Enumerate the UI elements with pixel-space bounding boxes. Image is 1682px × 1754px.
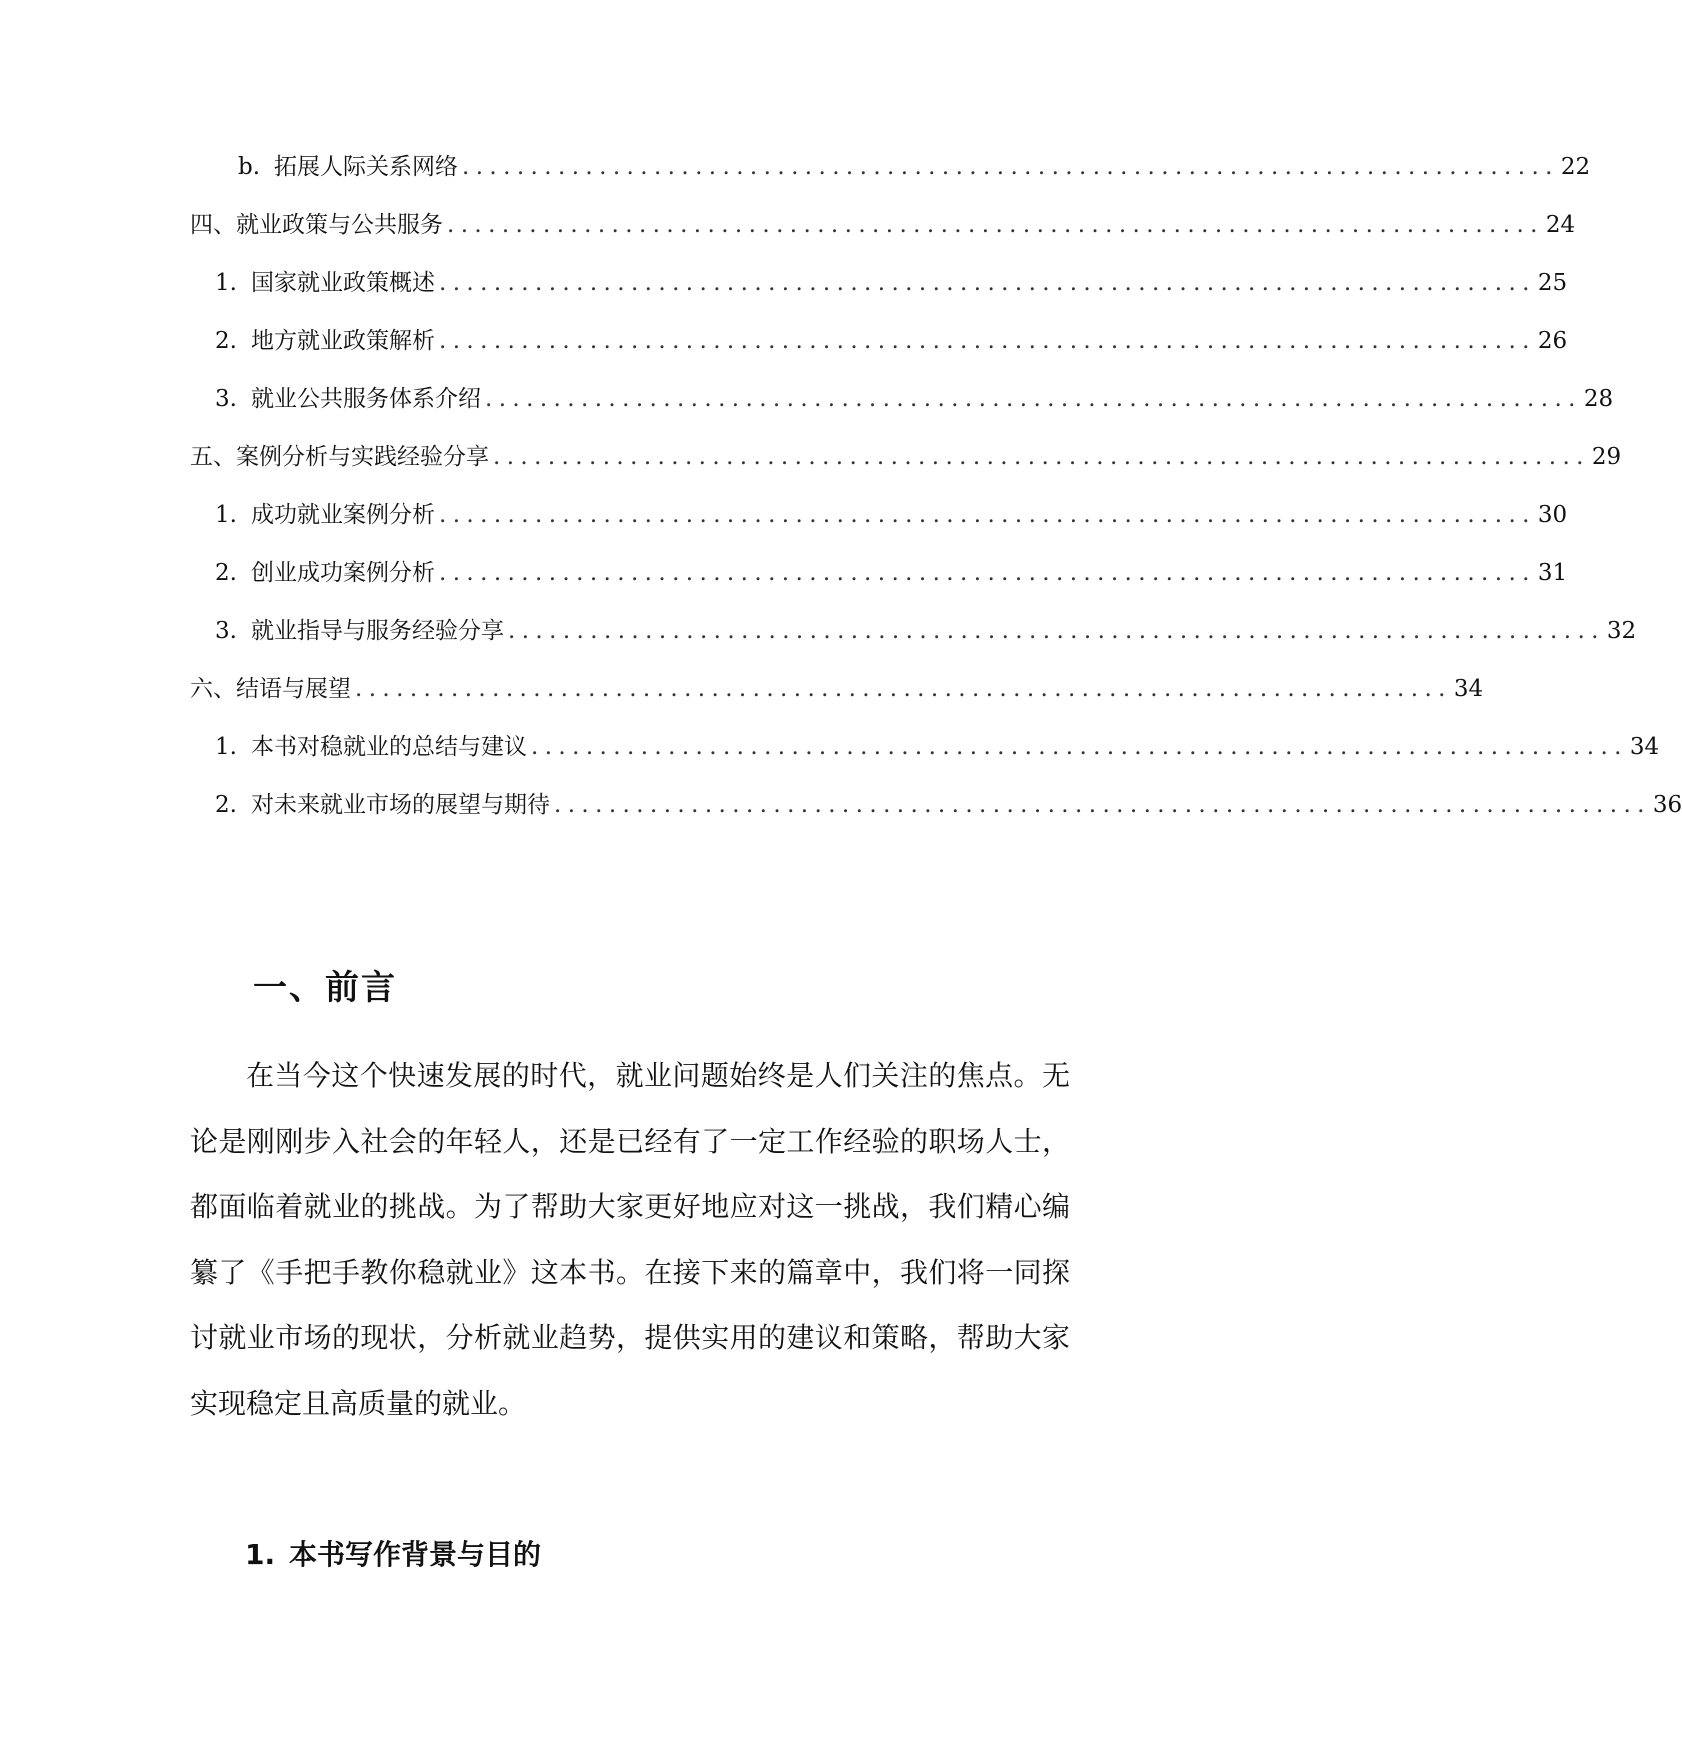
- toc-leader-dots: ................................................................................: [508, 618, 1605, 644]
- toc-entry[interactable]: [215, 266, 1568, 300]
- toc-entry[interactable]: [215, 556, 1568, 590]
- toc-entry[interactable]: [190, 208, 1576, 242]
- toc-entry-number: 1.: [215, 270, 237, 296]
- section-heading: 一、前言: [253, 968, 397, 1008]
- toc-entry-title: 就业公共服务体系介绍: [251, 386, 481, 412]
- toc-entry-page: 34: [1629, 734, 1660, 760]
- toc-entry-page: 28: [1583, 386, 1614, 412]
- toc-leader-dots: ................................................................................: [447, 212, 1544, 238]
- toc-leader-dots: ................................................................................: [439, 560, 1536, 586]
- toc-entry-number: 3.: [215, 618, 237, 644]
- toc-entry-title: 地方就业政策解析: [251, 328, 435, 354]
- toc-leader-dots: ................................................................................: [485, 386, 1582, 412]
- toc-entry[interactable]: [215, 382, 1614, 416]
- toc-leader-dots: ................................................................................: [462, 154, 1559, 180]
- toc-entry[interactable]: [215, 730, 1660, 764]
- toc-leader-dots: ................................................................................: [355, 676, 1452, 702]
- toc-entry-number: 2.: [215, 328, 237, 354]
- toc-entry-page: 36: [1652, 792, 1682, 818]
- toc-entry-title: 创业成功案例分析: [251, 560, 435, 586]
- toc-entry-number: 1.: [215, 502, 237, 528]
- toc-leader-dots: ................................................................................: [531, 734, 1628, 760]
- toc-entry-title: 五、案例分析与实践经验分享: [190, 444, 489, 470]
- toc-entry-title: 国家就业政策概述: [251, 270, 435, 296]
- toc-entry-title: 就业指导与服务经验分享: [251, 618, 504, 644]
- toc-leader-dots: ................................................................................: [554, 792, 1651, 818]
- toc-entry-title: 拓展人际关系网络: [274, 154, 458, 180]
- toc-entry-number: 2.: [215, 560, 237, 586]
- toc-entry-page: 26: [1537, 328, 1568, 354]
- toc-entry[interactable]: [215, 498, 1568, 532]
- subsection-number: 1.: [245, 1538, 276, 1571]
- toc-entry[interactable]: [190, 440, 1622, 474]
- toc-entry-page: 34: [1453, 676, 1484, 702]
- toc-entry[interactable]: [215, 788, 1682, 822]
- toc-entry[interactable]: [215, 324, 1568, 358]
- toc-leader-dots: ................................................................................: [439, 270, 1536, 296]
- toc-entry-page: 24: [1545, 212, 1576, 238]
- subsection-heading: [245, 1533, 541, 1573]
- toc-entry-title: 成功就业案例分析: [251, 502, 435, 528]
- toc-entry-page: 32: [1606, 618, 1637, 644]
- toc-entry[interactable]: [215, 614, 1637, 648]
- subsection-title: 本书写作背景与目的: [289, 1538, 542, 1571]
- toc-leader-dots: ................................................................................: [439, 502, 1536, 528]
- body-paragraph: [190, 1043, 1070, 1436]
- toc-entry-number: b.: [238, 154, 261, 180]
- toc-entry-page: 22: [1560, 154, 1591, 180]
- toc-entry-title: 四、就业政策与公共服务: [190, 212, 443, 238]
- toc-entry[interactable]: [238, 150, 1591, 184]
- toc-entry-number: 3.: [215, 386, 237, 412]
- toc-entry-title: 本书对稳就业的总结与建议: [251, 734, 527, 760]
- toc-entry-page: 30: [1537, 502, 1568, 528]
- toc-entry-number: 2.: [215, 792, 237, 818]
- toc-entry-page: 29: [1591, 444, 1622, 470]
- toc-entry-page: 25: [1537, 270, 1568, 296]
- toc-leader-dots: ................................................................................: [439, 328, 1536, 354]
- toc-entry-title: 对未来就业市场的展望与期待: [251, 792, 550, 818]
- toc-leader-dots: ................................................................................: [493, 444, 1590, 470]
- toc-entry-page: 31: [1537, 560, 1568, 586]
- toc-entry-title: 六、结语与展望: [190, 676, 351, 702]
- toc-entry[interactable]: [190, 672, 1484, 706]
- paragraph-text: 在当今这个快速发展的时代，就业问题始终是人们关注的焦点。无论是刚刚步入社会的年轻人，还是已经有了一定工作经验的职场人士，都面临着就业的挑战。为了帮助大家更好地应对这一挑战，我们精心编纂了《手把手教你稳就业》这本书。在接下来的篇章中，我们将一同探讨就业市场的现状，分析就业趋势，提供实用的建议和策略，帮助大家实现稳定且高质量的就业。: [190, 1059, 1070, 1420]
- toc-entry-number: 1.: [215, 734, 237, 760]
